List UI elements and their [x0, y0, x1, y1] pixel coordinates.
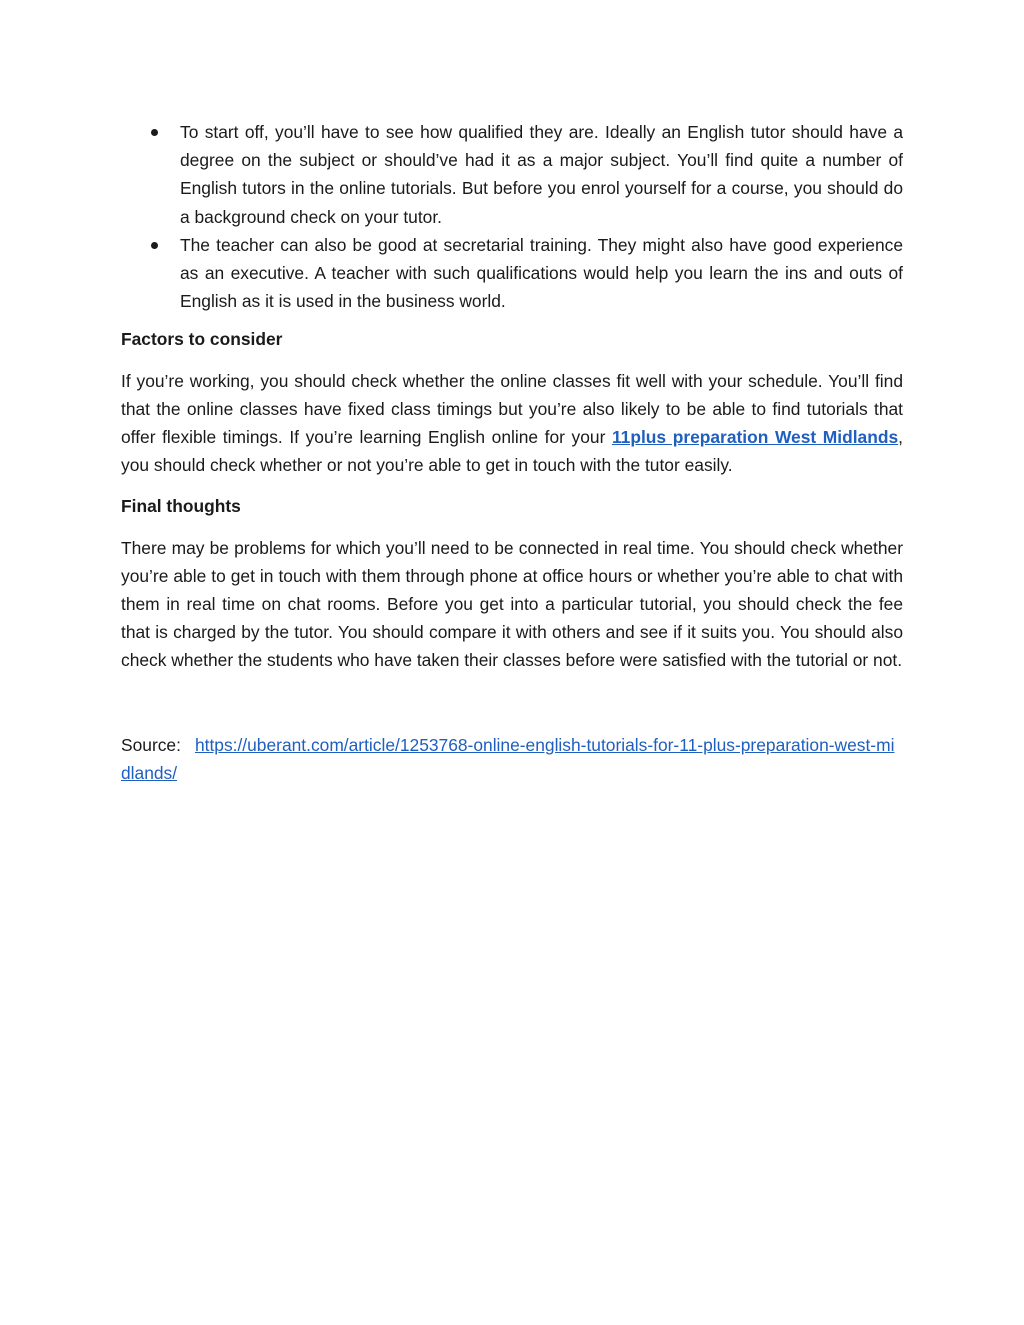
paragraph-text: If you’re working, you should check whether the online classes fit well with your schedule. You’ll find that the online classes have fixed class timings but you’re also likely to be able to find tutorials that offer flexible timings. If you’re learning English online for your: [121, 370, 903, 448]
bullet-text: To start off, you’ll have to see how qualified they are. Ideally an English tutor should have a degree on the subject or should’ve had it as a major subject. You’ll find quite a number of English tutors in the online tutorials. But before you enrol yourself for a course, you should do a background check on your tutor.: [180, 122, 903, 227]
source-link[interactable]: https://uberant.com/article/1253768-online-english-tutorials-for-11-plus-preparation-west-midlands/: [121, 734, 895, 783]
bullet-list: [121, 118, 903, 315]
bullet-text: The teacher can also be good at secretarial training. They might also have good experience as an executive. A teacher with such qualifications would help you learn the ins and outs of English as it is used in the business world.: [180, 234, 903, 312]
paragraph-factors: [121, 367, 903, 480]
heading-factors: Factors to consider: [121, 329, 283, 350]
document-page: [121, 118, 903, 800]
heading-final-thoughts: Final thoughts: [121, 496, 241, 517]
paragraph-text: , you should check whether or not you’re able to get in touch with the tutor easily.: [121, 427, 903, 476]
source-label: Source:: [121, 734, 181, 755]
bullet-icon: [151, 129, 158, 136]
bullet-icon: [151, 242, 158, 249]
source-line: [121, 731, 903, 787]
paragraph-final-thoughts: There may be problems for which you’ll need to be connected in real time. You should check whether you’re able to get in touch with them through phone at office hours or whether you’re able to chat with them in real time on chat rooms. Before you get into a particular tutorial, you should check the fee that is charged by the tutor. You should compare it with others and see if it suits you. You should also check whether the students who have taken their classes before were satisfied with the tutorial or not.: [121, 537, 903, 671]
list-item: [121, 118, 903, 231]
link-11plus-preparation[interactable]: 11plus preparation West Midlands: [611, 427, 899, 448]
list-item: [121, 231, 903, 316]
